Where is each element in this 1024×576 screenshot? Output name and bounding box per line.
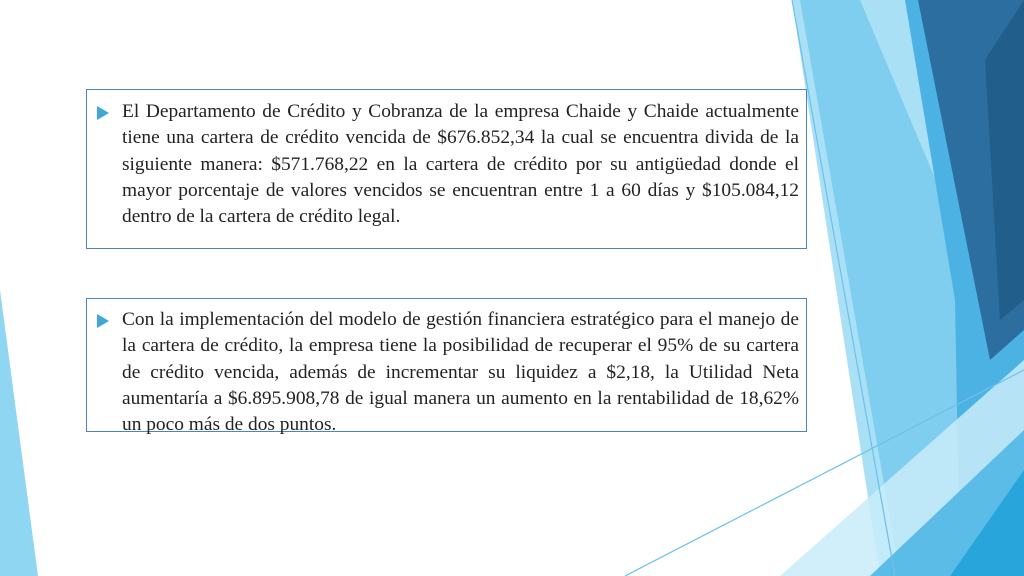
bullet-text-1: El Departamento de Crédito y Cobranza de la empresa Chaide y Chaide actualmente tiene una cartera de crédito vencida de $676.852,34 la cual se encuentra divida de la siguiente manera: $571.768,22 en la cartera de crédito por su antigüedad donde el mayor porcentaje de valores vencidos se encuentran entre 1 a 60 días y $105.084,12 dentro de la cartera de crédito legal. — [122, 101, 799, 228]
bullet-text-2: Con la implementación del modelo de gestión financiera estratégico para el manejo de la cartera de crédito, la empresa tiene la posibilidad de recuperar el 95% de su cartera de crédito vencida, además de incrementar su liquidez a $2,18, la Utilidad Neta aumentaría a $6.895.908,78 de igual manera un aumento en la rentabilidad de 18,62% un poco más de dos puntos. — [122, 309, 799, 436]
left-accent-shape — [0, 290, 38, 576]
triangle-bullet-icon — [97, 314, 109, 328]
triangle-bullet-icon — [97, 106, 109, 120]
bullet-box-2 — [86, 298, 807, 436]
bullet-box-1 — [86, 89, 807, 249]
